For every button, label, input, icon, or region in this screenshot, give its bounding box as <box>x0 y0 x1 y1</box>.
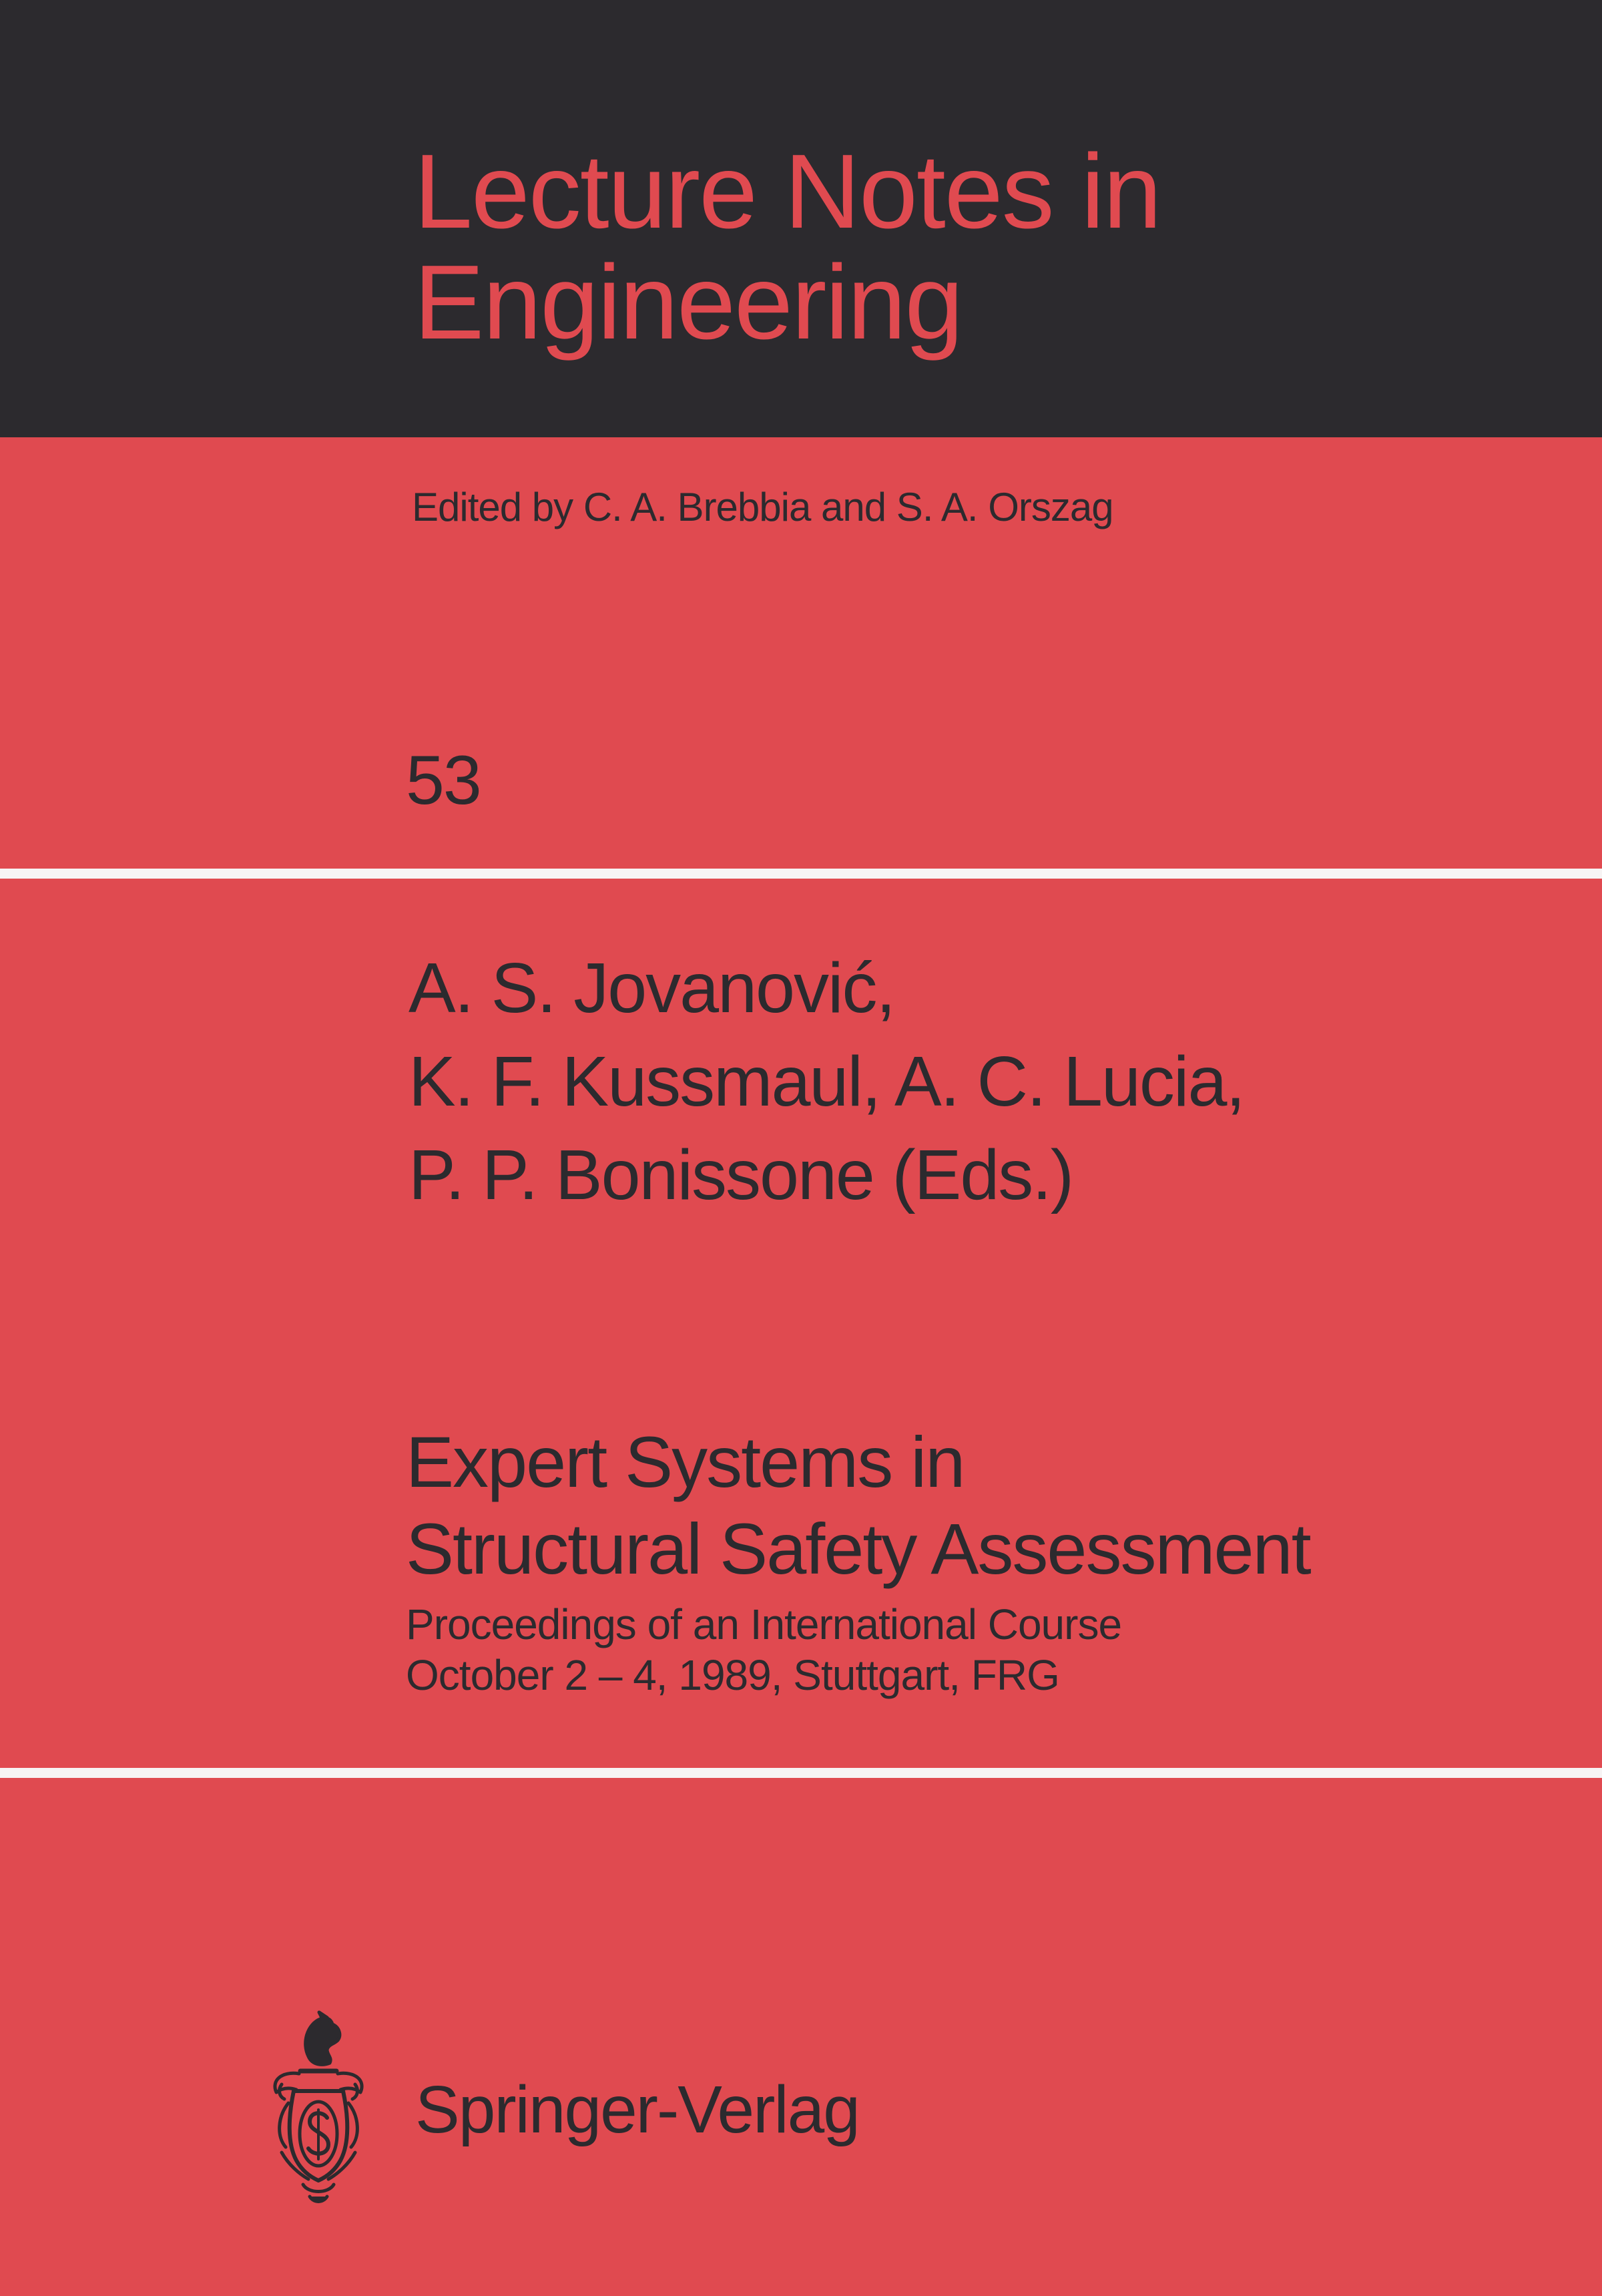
author-line-1: A. S. Jovanović, <box>409 949 895 1027</box>
divider-top <box>0 869 1602 879</box>
subtitle-line-2: October 2 – 4, 1989, Stuttgart, FRG <box>406 1651 1059 1699</box>
springer-knight-icon <box>262 2010 375 2210</box>
book-title <box>406 1419 1310 1592</box>
series-title-line-2: Engineering <box>414 243 963 361</box>
authors-block <box>409 941 1244 1222</box>
series-title-line-1: Lecture Notes in <box>414 133 1161 250</box>
author-line-2: K. F. Kussmaul, A. C. Lucia, <box>409 1042 1244 1121</box>
divider-bottom <box>0 1768 1602 1778</box>
series-title <box>414 133 1549 361</box>
publisher-name: Springer-Verlag <box>415 2072 859 2147</box>
book-title-line-1: Expert Systems in <box>406 1421 965 1502</box>
book-subtitle <box>406 1599 1121 1700</box>
series-editors: Edited by C. A. Brebbia and S. A. Orszag <box>412 485 1113 529</box>
series-header-band <box>0 0 1602 437</box>
volume-number: 53 <box>406 742 481 819</box>
book-title-line-2: Structural Safety Assessment <box>406 1508 1310 1589</box>
subtitle-line-1: Proceedings of an International Course <box>406 1600 1122 1648</box>
author-line-3: P. P. Bonissone (Eds.) <box>409 1136 1073 1214</box>
